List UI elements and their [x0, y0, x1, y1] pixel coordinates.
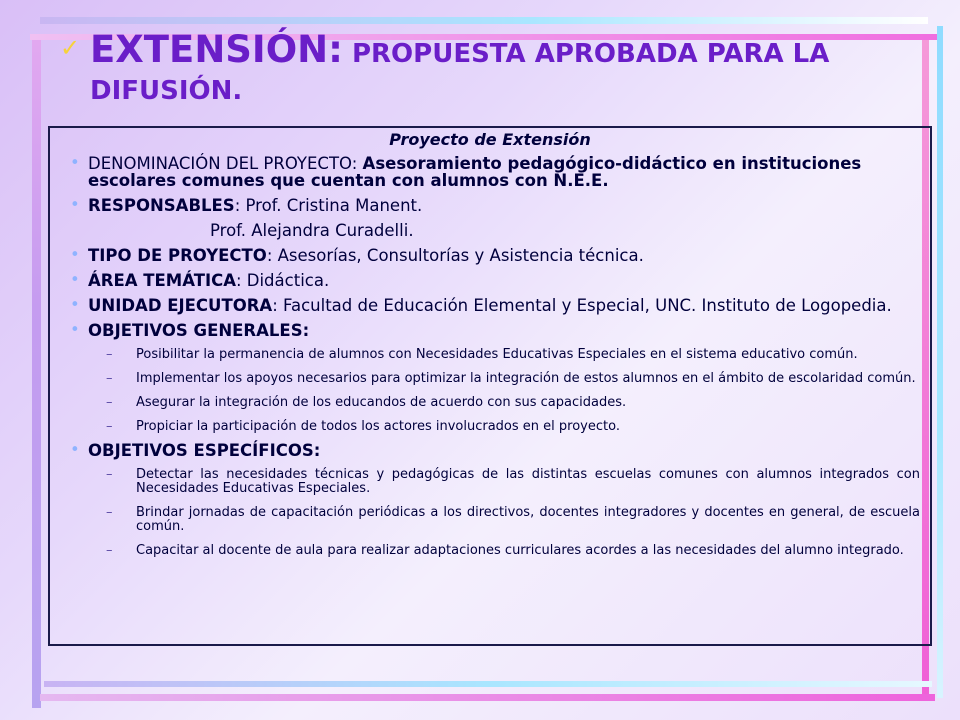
- dash-icon: –: [106, 395, 113, 410]
- dash-icon: –: [106, 543, 113, 558]
- item-value: : Prof. Cristina Manent.: [234, 196, 423, 215]
- decor-bar-bottom-cyan: [44, 681, 932, 687]
- specific-objective: [50, 468, 920, 496]
- item-area-tematica: [50, 272, 920, 289]
- item-unidad-ejecutora: [50, 297, 920, 314]
- bullet-icon: •: [70, 295, 80, 314]
- general-objective: [50, 396, 920, 410]
- item-label: OBJETIVOS GENERALES:: [88, 321, 310, 340]
- decor-bar-left: [32, 40, 41, 708]
- objective-text: Brindar jornadas de capacitación periódicas a los directivos, docentes integradores y docentes en general, de escuela común.: [136, 505, 920, 534]
- checkmark-icon: ✓: [60, 34, 81, 62]
- item-responsables: [50, 197, 920, 214]
- decor-bar-right-cyan: [937, 26, 943, 698]
- specific-objective: [50, 506, 920, 534]
- bullet-icon: •: [70, 270, 80, 289]
- item-label: UNIDAD EJECUTORA: [88, 296, 273, 315]
- bullet-icon: •: [70, 440, 80, 459]
- title-line-1: [90, 28, 829, 71]
- item-value: Asesoramiento pedagógico-didáctico en instituciones escolares comunes que cuentan con alumnos con N.E.E.: [88, 154, 862, 190]
- project-details: [50, 155, 930, 558]
- bullet-icon: •: [70, 320, 80, 339]
- general-objective: [50, 348, 920, 362]
- decor-bar-bottom-pink: [40, 694, 935, 701]
- item-denominacion: [50, 155, 920, 189]
- bullet-icon: •: [70, 245, 80, 264]
- item-tipo-proyecto: [50, 247, 920, 264]
- objective-text: Propiciar la participación de todos los actores involucrados en el proyecto.: [136, 419, 620, 434]
- item-label: OBJETIVOS ESPECÍFICOS:: [88, 441, 321, 460]
- item-value: : Asesorías, Consultorías y Asistencia técnica.: [266, 246, 644, 265]
- item-responsable-2: Prof. Alejandra Curadelli.: [210, 221, 414, 240]
- item-objetivos-generales: [50, 322, 920, 339]
- general-objective: [50, 372, 920, 386]
- objective-text: Capacitar al docente de aula para realizar adaptaciones curriculares acordes a las necesidades del alumno integrado.: [136, 543, 904, 558]
- title-subtitle: PROPUESTA APROBADA PARA LA: [342, 39, 830, 69]
- bullet-icon: •: [70, 195, 80, 214]
- objective-text: Posibilitar la permanencia de alumnos con Necesidades Educativas Especiales en el sistema educativo común.: [136, 347, 858, 362]
- general-objective: [50, 420, 920, 434]
- item-value: : Didáctica.: [235, 271, 330, 290]
- specific-objective: [50, 544, 920, 558]
- item-label: TIPO DE PROYECTO: [88, 246, 267, 265]
- item-value: : Facultad de Educación Elemental y Especial, UNC. Instituto de Logopedia.: [272, 296, 892, 315]
- title-line-2: DIFUSIÓN.: [90, 76, 243, 106]
- dash-icon: –: [106, 419, 113, 434]
- objective-text: Implementar los apoyos necesarios para optimizar la integración de estos alumnos en el ámbito de escolaridad común.: [136, 371, 916, 386]
- dash-icon: –: [106, 467, 113, 482]
- dash-icon: –: [106, 505, 113, 520]
- objective-text: Detectar las necesidades técnicas y pedagógicas de las distintas escuelas comunes con alumnos integrados con Necesidades Educativas Especiales.: [136, 467, 920, 496]
- item-label: ÁREA TEMÁTICA: [88, 271, 236, 290]
- objective-text: Asegurar la integración de los educandos de acuerdo con sus capacidades.: [136, 395, 627, 410]
- dash-icon: –: [106, 347, 113, 362]
- item-label: DENOMINACIÓN DEL PROYECTO:: [88, 154, 363, 173]
- dash-icon: –: [106, 371, 113, 386]
- item-label: RESPONSABLES: [88, 196, 235, 215]
- title-main: EXTENSIÓN:: [90, 28, 343, 71]
- item-objetivos-especificos: [50, 442, 920, 459]
- box-heading: Proyecto de Extensión: [389, 130, 591, 149]
- bullet-icon: •: [70, 153, 80, 172]
- decor-bar-top-cyan: [40, 17, 928, 24]
- project-box: [48, 126, 932, 646]
